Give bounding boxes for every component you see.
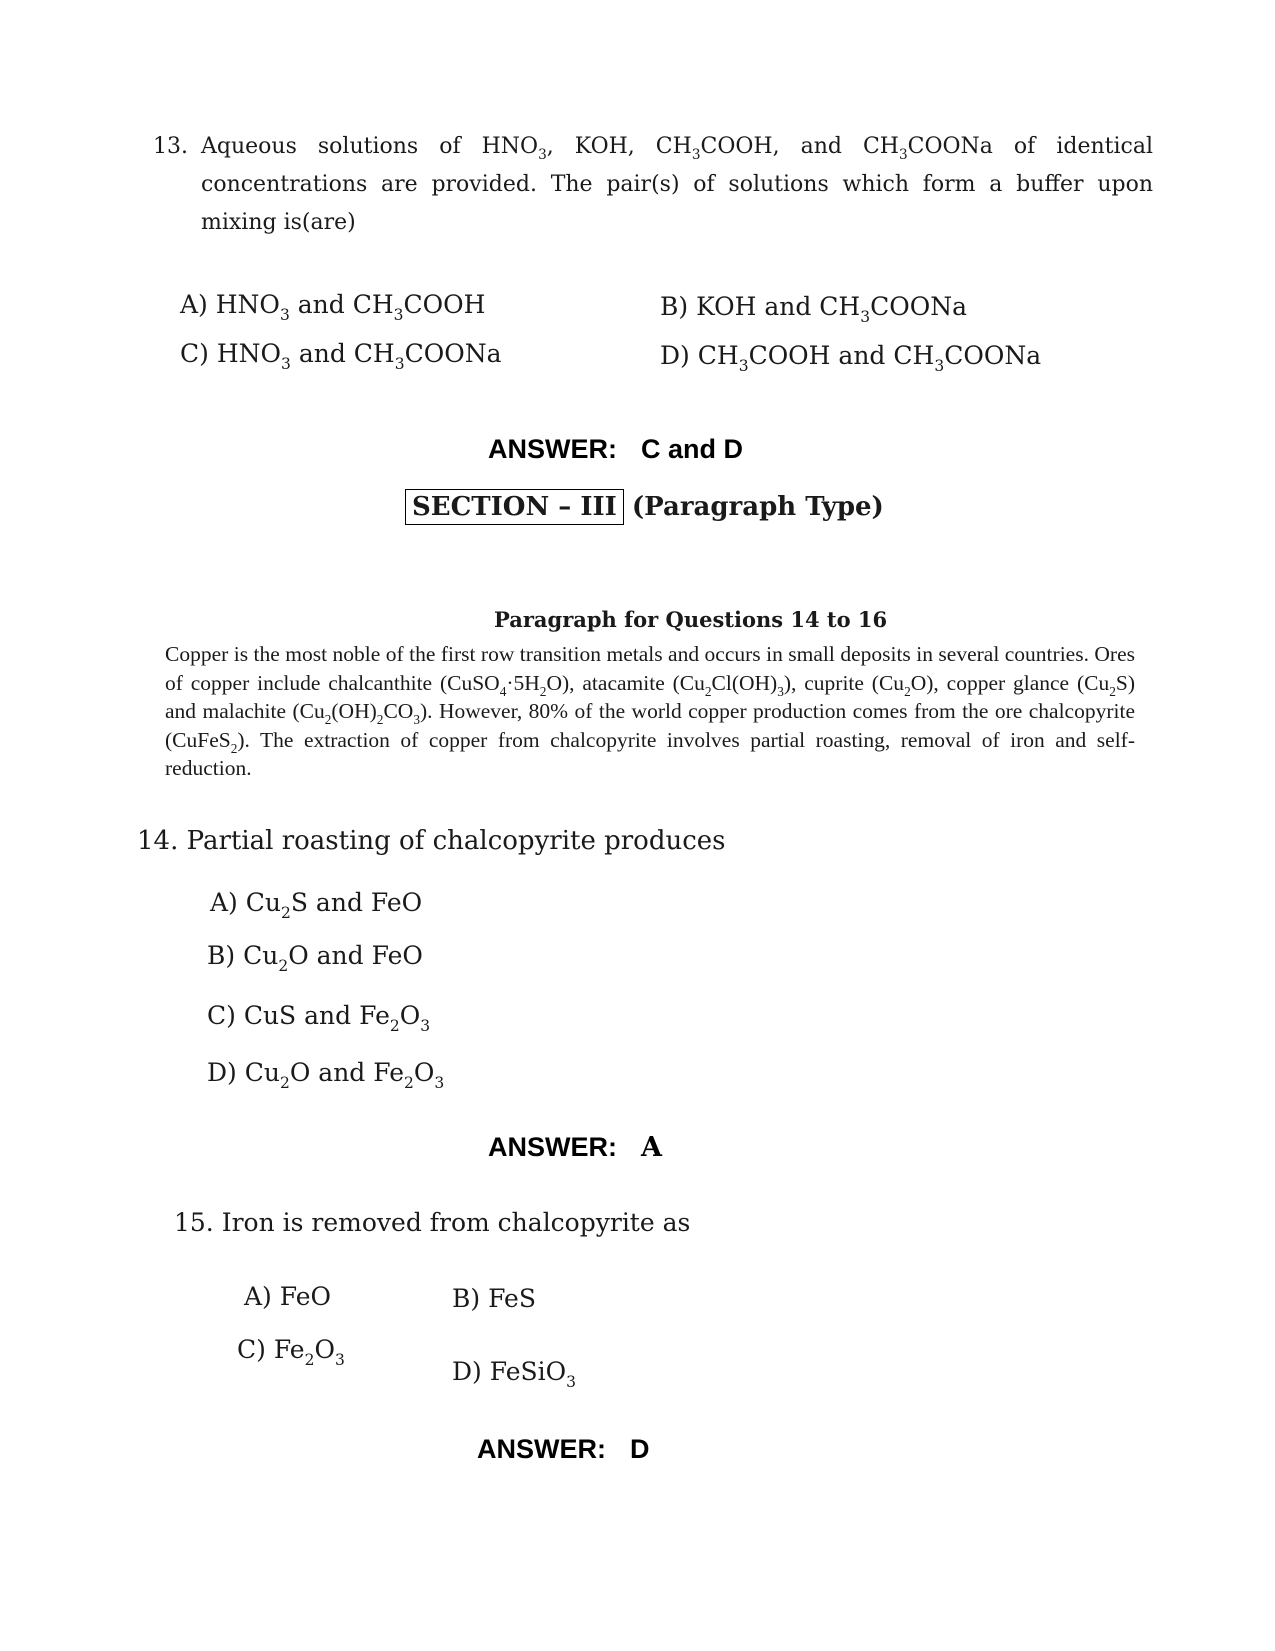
paragraph-text: Copper is the most noble of the first row transition metals and occurs in small deposits in several countries. Ores of copper include chalcanthite $(CuSO_4\cdot 5H_2O)$, atacamite $(Cu_2Cl(OH)_3)$, cuprite $(Cu_2O)$, copper glance $(Cu_2S)$ and malachite $(Cu_2(OH)_2CO_3)$. However, 80% of the world copper production comes from the ore chalcopyrite (CuFeS$_2$). The extraction of copper from chalcopyrite involves partial roasting, removal of iron and self-reduction. [165,642,1135,780]
q15-answer [477,1434,650,1465]
section-heading [405,492,884,522]
paragraph-title: Paragraph for Questions 14 to 16 [494,607,888,632]
section-label: SECTION – III [405,489,624,525]
q14-option-c: C) CuS and $Fe_2O_3$ [207,1001,431,1035]
question-14-stem: 14. Partial roasting of chalcopyrite produces [137,826,726,856]
section-type: (Paragraph Type) [631,492,884,522]
q14-answer [488,1132,662,1163]
answer-value: D [630,1434,650,1464]
answer-label: ANSWER: [488,1132,617,1162]
q15-option-b: B) FeS [452,1284,536,1313]
q13-option-c: C) $HNO_3$ and $CH_3COONa$ [180,339,502,373]
answer-label: ANSWER: [488,434,617,464]
q13-option-d: D) $CH_3COOH$ and $CH_3COONa$ [660,341,1042,375]
question-15-stem: 15. Iron is removed from chalcopyrite as [174,1208,691,1237]
answer-value: C and D [641,434,744,464]
q13-option-a: A) $HNO_3$ and $CH_3COOH$ [180,290,486,324]
q15-option-d: D) FeSiO$_3$ [452,1357,577,1391]
question-number: 13. [153,134,188,159]
q14-option-a: A) $Cu_2S$ and FeO [210,888,423,922]
q15-option-c: C) $Fe_2O_3$ [237,1335,345,1369]
q15-option-a: A) FeO [244,1282,332,1311]
question-stem: Aqueous solutions of $HNO_3$, KOH, $CH_3COOH$, and $CH_3COONa$ of identical concentrations are provided. The pair(s) of solutions which form a buffer upon mixing is(are) [201,134,1153,235]
answer-label: ANSWER: [477,1434,606,1464]
question-13 [153,128,1153,242]
answer-value: A [641,1132,662,1163]
q14-option-b: B) $Cu_2O$ and FeO [207,941,423,975]
q14-option-d: D) $Cu_2O$ and $Fe_2O_3$ [207,1058,445,1092]
q13-option-b: B) KOH and $CH_3COONa$ [660,292,967,326]
q13-answer [488,434,743,465]
